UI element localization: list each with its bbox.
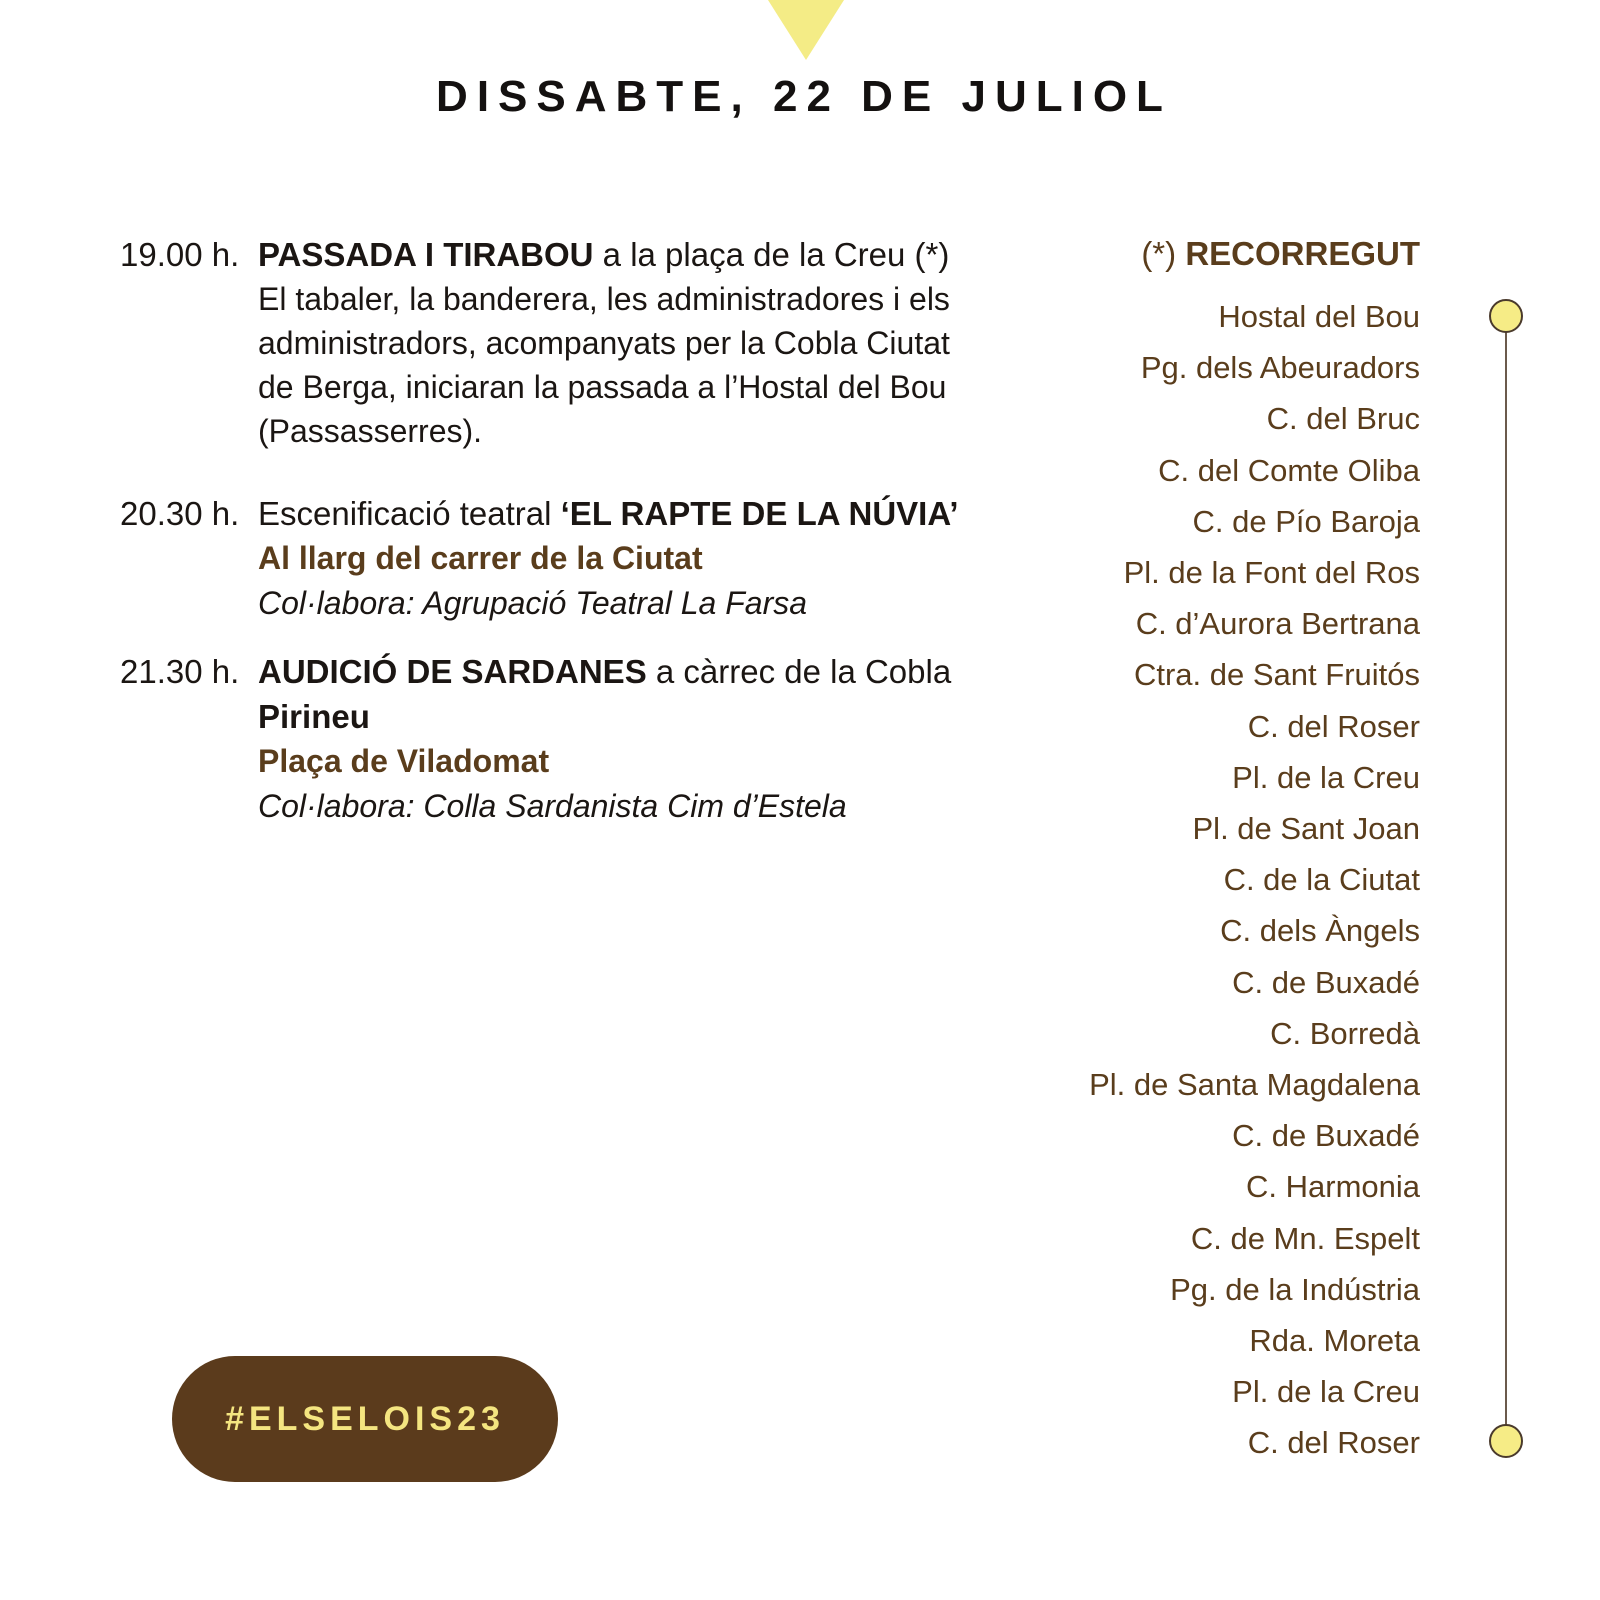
event-item bbox=[120, 491, 1020, 625]
event-item bbox=[120, 649, 1020, 828]
event-description-line: (Passasserres). bbox=[258, 413, 483, 449]
page-title: DISSABTE, 22 DE JULIOL bbox=[436, 72, 1172, 121]
route-stop: C. d’Aurora Bertrana bbox=[1135, 606, 1420, 642]
route-stop: C. de Buxadé bbox=[1232, 1118, 1420, 1154]
route-title-text: RECORREGUT bbox=[1185, 235, 1420, 272]
route-stop: C. de Pío Baroja bbox=[1192, 503, 1420, 539]
event-location: Plaça de Viladomat bbox=[258, 743, 550, 779]
route-stop: Pg. de la Indústria bbox=[1170, 1271, 1420, 1307]
route-panel bbox=[900, 232, 1420, 1469]
route-stop: C. del Comte Oliba bbox=[1158, 452, 1420, 488]
route-title-mark: (*) bbox=[1141, 235, 1177, 272]
route-end-dot bbox=[1489, 1424, 1523, 1458]
route-stop: C. Borredà bbox=[1270, 1015, 1420, 1051]
event-description-line: administradors, acompanyats per la Cobla Ciutat bbox=[258, 325, 950, 361]
event-item bbox=[120, 232, 1020, 453]
event-title-rest: a la plaça de la Creu (*) bbox=[593, 236, 950, 273]
event-time: 19.00 h. bbox=[120, 236, 240, 273]
event-title-bold: PASSADA I TIRABOU bbox=[258, 236, 594, 273]
route-stop: Pl. de Santa Magdalena bbox=[1089, 1067, 1420, 1103]
event-title-continuation: Pirineu bbox=[258, 698, 370, 735]
event-description-line: El tabaler, la banderera, les administradores i els bbox=[258, 281, 950, 317]
route-stops-list bbox=[900, 291, 1420, 1469]
event-description-line: de Berga, iniciaran la passada a l’Hostal del Bou bbox=[258, 369, 947, 405]
route-stop: Ctra. de Sant Fruitós bbox=[1133, 657, 1420, 693]
route-stop: Pl. de Sant Joan bbox=[1192, 811, 1420, 847]
route-stop: Rda. Moreta bbox=[1249, 1323, 1420, 1359]
event-time: 20.30 h. bbox=[120, 495, 240, 532]
event-title-bold: ‘EL RAPTE DE LA NÚVIA’ bbox=[560, 495, 959, 532]
event-title-bold: AUDICIÓ DE SARDANES bbox=[258, 653, 647, 690]
route-title bbox=[900, 232, 1420, 276]
top-triangle-decoration bbox=[768, 0, 844, 60]
route-stop: Hostal del Bou bbox=[1218, 299, 1420, 334]
route-stop: C. del Roser bbox=[1247, 1425, 1420, 1461]
event-collaborator: Col·labora: Agrupació Teatral La Farsa bbox=[258, 585, 808, 621]
route-stop: C. de Buxadé bbox=[1232, 964, 1420, 1000]
event-title-rest: a càrrec de la Cobla bbox=[646, 653, 952, 690]
route-stop: Pl. de la Creu bbox=[1232, 1374, 1420, 1410]
route-stop: C. de Mn. Espelt bbox=[1190, 1220, 1420, 1256]
route-stop: C. del Bruc bbox=[1266, 401, 1420, 437]
event-collaborator: Col·labora: Colla Sardanista Cim d’Estela bbox=[258, 788, 847, 824]
hashtag-badge: #ELSELOIS23 bbox=[172, 1356, 558, 1482]
route-stop: Pl. de la Font del Ros bbox=[1123, 555, 1420, 591]
route-stop: Pl. de la Creu bbox=[1232, 759, 1420, 795]
route-line bbox=[1505, 316, 1507, 1441]
route-stop: C. Harmonia bbox=[1246, 1169, 1420, 1205]
route-start-dot bbox=[1489, 299, 1523, 333]
events-list bbox=[120, 232, 1020, 828]
event-time: 21.30 h. bbox=[120, 653, 240, 690]
route-stop: Pg. dels Abeuradors bbox=[1140, 350, 1420, 386]
route-stop: C. del Roser bbox=[1247, 708, 1420, 744]
route-stop: C. de la Ciutat bbox=[1223, 862, 1420, 898]
event-title-pre: Escenificació teatral bbox=[258, 495, 561, 532]
event-location: Al llarg del carrer de la Ciutat bbox=[258, 540, 703, 576]
route-stop: C. dels Àngels bbox=[1220, 913, 1420, 949]
